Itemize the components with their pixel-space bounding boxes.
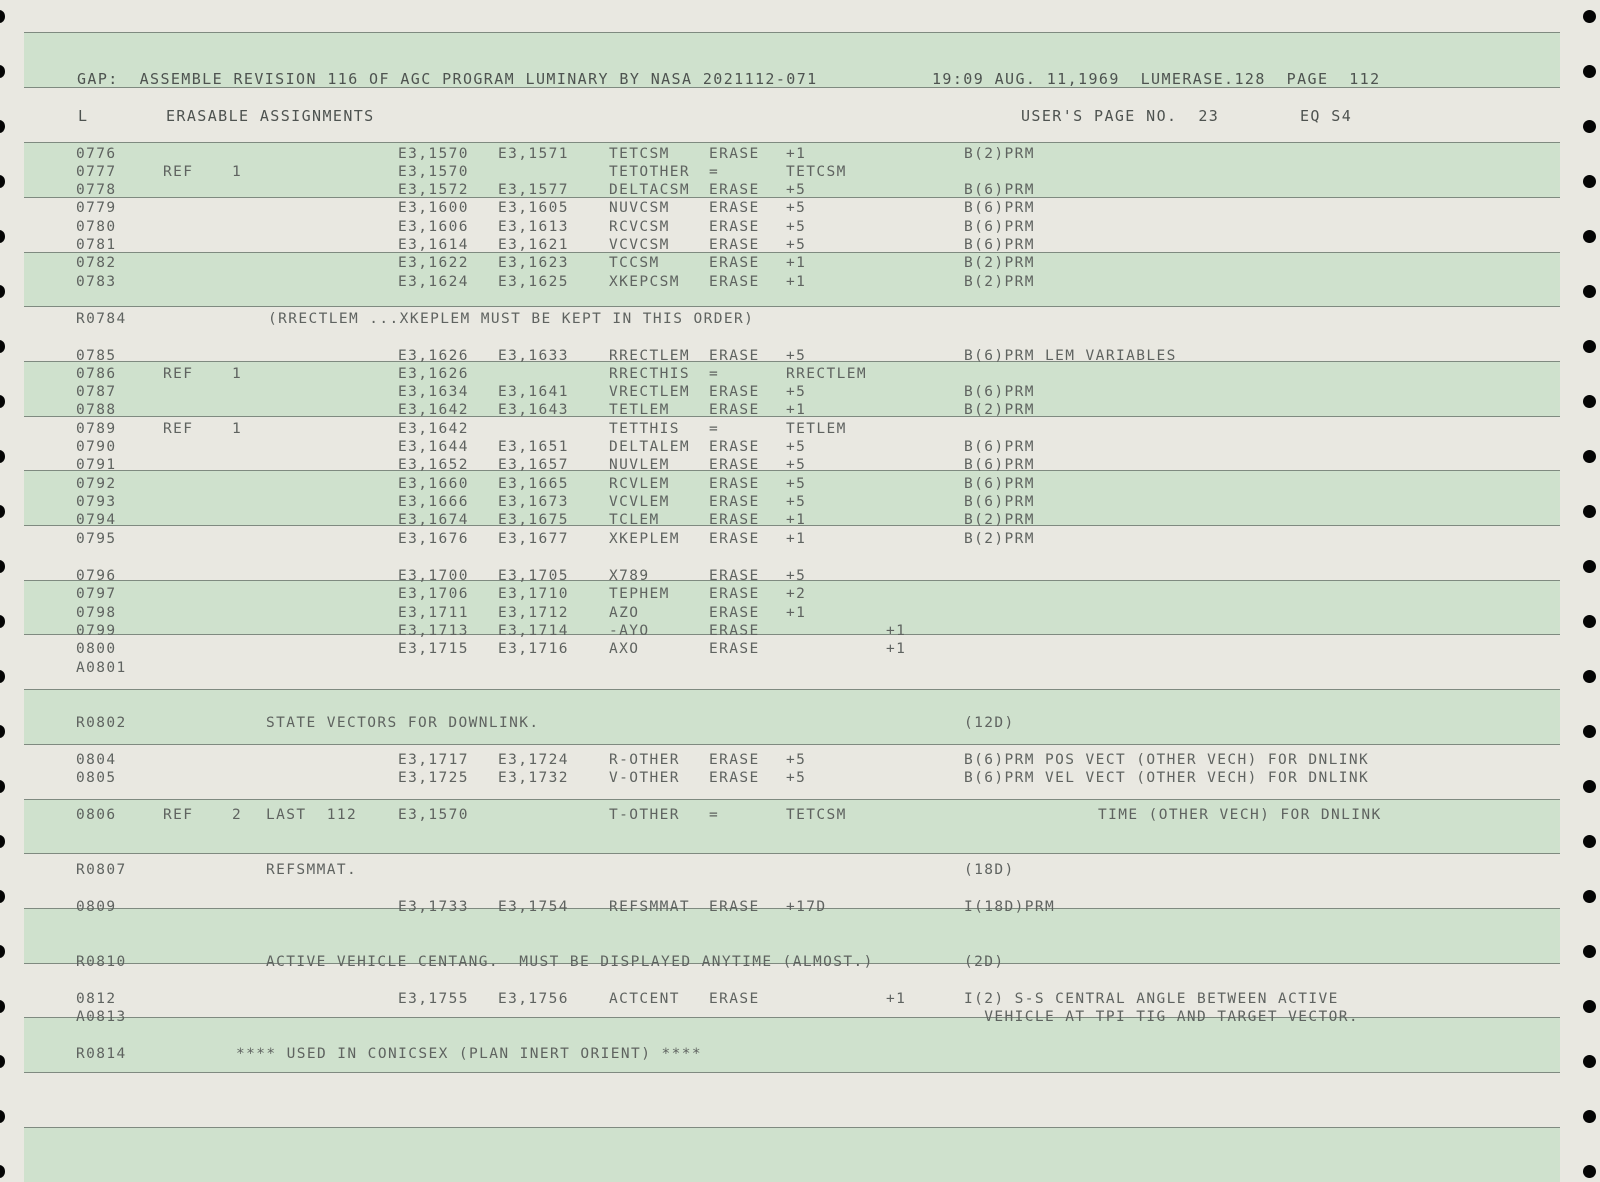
symbol: VCVCSM	[609, 237, 670, 253]
address-end: E3,1657	[498, 457, 569, 473]
operand-extra: +1	[886, 641, 907, 657]
green-band	[24, 689, 1560, 744]
line-number: 0777	[76, 164, 117, 180]
operand-extra: +1	[886, 623, 907, 639]
comment: B(2)PRM	[964, 146, 1035, 162]
address-end: E3,1673	[498, 494, 569, 510]
band-rule	[24, 634, 1560, 635]
band-rule	[24, 142, 1560, 143]
comment: B(2)PRM	[964, 402, 1035, 418]
address-end: E3,1625	[498, 274, 569, 290]
address-end: E3,1633	[498, 348, 569, 364]
directive: ERASE	[709, 531, 760, 547]
band-rule	[24, 1072, 1560, 1073]
feed-hole	[0, 230, 5, 243]
feed-hole	[0, 450, 5, 463]
operand: +5	[786, 384, 807, 400]
directive: ERASE	[709, 457, 760, 473]
address-start: E3,1706	[398, 586, 469, 602]
operand: +1	[786, 605, 807, 621]
address-start: E3,1666	[398, 494, 469, 510]
address-start: E3,1626	[398, 348, 469, 364]
comment: (12D)	[964, 715, 1015, 731]
feed-hole	[1583, 175, 1596, 188]
operand: +5	[786, 568, 807, 584]
comment: B(2)PRM	[964, 512, 1035, 528]
feed-hole	[1583, 450, 1596, 463]
symbol: TCLEM	[609, 512, 660, 528]
operand: +1	[786, 255, 807, 271]
symbol: TEPHEM	[609, 586, 670, 602]
ref-count: 2	[232, 807, 243, 823]
operand: +1	[786, 146, 807, 162]
address-end: E3,1754	[498, 899, 569, 915]
line-number: 0812	[76, 991, 117, 1007]
address-start: E3,1572	[398, 182, 469, 198]
comment: B(2)PRM	[964, 255, 1035, 271]
users-page-number: USER'S PAGE NO. 23	[1021, 107, 1220, 125]
feed-hole	[0, 285, 5, 298]
band-rule	[24, 799, 1560, 800]
directive: =	[709, 366, 720, 382]
feed-hole	[0, 1165, 5, 1178]
operand: +5	[786, 219, 807, 235]
directive: ERASE	[709, 991, 760, 1007]
address-end: E3,1716	[498, 641, 569, 657]
feed-hole	[0, 615, 5, 628]
directive: ERASE	[709, 182, 760, 198]
feed-hole	[1583, 505, 1596, 518]
right-comment: TIME (OTHER VECH) FOR DNLINK	[1098, 807, 1382, 823]
section-code: L	[78, 107, 89, 125]
feed-hole	[1583, 725, 1596, 738]
feed-hole	[1583, 120, 1596, 133]
green-band	[24, 1127, 1560, 1182]
remark-text: (RRECTLEM ...XKEPLEM MUST BE KEPT IN THIS ORDER)	[268, 311, 755, 327]
line-number: 0793	[76, 494, 117, 510]
symbol: DELTALEM	[609, 439, 691, 455]
operand: +5	[786, 476, 807, 492]
ref-count: 1	[232, 366, 243, 382]
directive: =	[709, 164, 720, 180]
address-start: E3,1700	[398, 568, 469, 584]
symbol: XKEPLEM	[609, 531, 680, 547]
line-number: A0801	[76, 660, 127, 676]
address-end: E3,1732	[498, 770, 569, 786]
symbol: RCVCSM	[609, 219, 670, 235]
feed-hole	[1583, 65, 1596, 78]
feed-hole	[1583, 1165, 1596, 1178]
operand: +1	[786, 274, 807, 290]
comment: B(2)PRM	[964, 274, 1035, 290]
operand: +5	[786, 200, 807, 216]
address-start: E3,1642	[398, 421, 469, 437]
address-start: E3,1713	[398, 623, 469, 639]
comment: (18D)	[964, 862, 1015, 878]
remark-text: **** USED IN CONICSEX (PLAN INERT ORIENT) ****	[236, 1046, 702, 1062]
comment: B(6)PRM	[964, 182, 1035, 198]
comment: B(6)PRM	[964, 439, 1035, 455]
address-start: E3,1711	[398, 605, 469, 621]
address-end: E3,1577	[498, 182, 569, 198]
address-end: E3,1623	[498, 255, 569, 271]
ref-count: 1	[232, 421, 243, 437]
feed-hole	[1583, 670, 1596, 683]
address-end: E3,1641	[498, 384, 569, 400]
operand: +2	[786, 586, 807, 602]
band-rule	[24, 1127, 1560, 1128]
remark-text: STATE VECTORS FOR DOWNLINK.	[266, 715, 540, 731]
directive: =	[709, 807, 720, 823]
line-number: 0788	[76, 402, 117, 418]
feed-hole	[1583, 1000, 1596, 1013]
address-end: E3,1675	[498, 512, 569, 528]
symbol: DELTACSM	[609, 182, 691, 198]
address-end: E3,1571	[498, 146, 569, 162]
line-number: 0794	[76, 512, 117, 528]
directive: ERASE	[709, 274, 760, 290]
symbol: RRECTLEM	[609, 348, 691, 364]
symbol: AXO	[609, 641, 640, 657]
address-start: E3,1600	[398, 200, 469, 216]
line-number: 0786	[76, 366, 117, 382]
line-number: 0783	[76, 274, 117, 290]
address-start: E3,1626	[398, 366, 469, 382]
line-number: 0791	[76, 457, 117, 473]
directive: ERASE	[709, 623, 760, 639]
feed-hole	[0, 890, 5, 903]
directive: ERASE	[709, 494, 760, 510]
feed-hole	[1583, 230, 1596, 243]
address-start: E3,1634	[398, 384, 469, 400]
address-start: E3,1570	[398, 146, 469, 162]
feed-hole	[0, 10, 5, 23]
directive: ERASE	[709, 146, 760, 162]
line-number: 0789	[76, 421, 117, 437]
comment: B(6)PRM POS VECT (OTHER VECH) FOR DNLINK	[964, 752, 1370, 768]
line-number: 0782	[76, 255, 117, 271]
line-number: 0781	[76, 237, 117, 253]
feed-hole	[0, 395, 5, 408]
symbol: TETOTHER	[609, 164, 691, 180]
comment: B(6)PRM	[964, 219, 1035, 235]
feed-hole	[0, 945, 5, 958]
address-end: E3,1714	[498, 623, 569, 639]
feed-hole	[1583, 835, 1596, 848]
operand: +1	[786, 512, 807, 528]
address-start: E3,1614	[398, 237, 469, 253]
directive: ERASE	[709, 641, 760, 657]
operand: TETLEM	[786, 421, 847, 437]
operand: +5	[786, 494, 807, 510]
symbol: -AYO	[609, 623, 650, 639]
operand: TETCSM	[786, 807, 847, 823]
line-number: 0796	[76, 568, 117, 584]
line-number: 0804	[76, 752, 117, 768]
symbol: TCCSM	[609, 255, 660, 271]
symbol: AZO	[609, 605, 640, 621]
address-start: E3,1642	[398, 402, 469, 418]
comment: I(2) S-S CENTRAL ANGLE BETWEEN ACTIVE	[964, 991, 1339, 1007]
line-number: 0800	[76, 641, 117, 657]
eq-label: EQ S4	[1300, 107, 1353, 125]
address-start: E3,1717	[398, 752, 469, 768]
line-number: R0814	[76, 1046, 127, 1062]
symbol: REFSMMAT	[609, 899, 691, 915]
address-start: E3,1570	[398, 164, 469, 180]
operand: +5	[786, 752, 807, 768]
line-number: 0805	[76, 770, 117, 786]
operand: +17D	[786, 899, 827, 915]
ref-count: 1	[232, 164, 243, 180]
band-rule	[24, 853, 1560, 854]
comment: B(6)PRM	[964, 384, 1035, 400]
comment: (2D)	[964, 954, 1005, 970]
feed-hole	[0, 780, 5, 793]
line-number: 0780	[76, 219, 117, 235]
address-end: E3,1712	[498, 605, 569, 621]
address-start: E3,1644	[398, 439, 469, 455]
feed-hole	[1583, 615, 1596, 628]
address-start: E3,1674	[398, 512, 469, 528]
address-start: E3,1660	[398, 476, 469, 492]
ref-label: REF	[163, 164, 194, 180]
directive: ERASE	[709, 770, 760, 786]
feed-hole	[0, 725, 5, 738]
directive: ERASE	[709, 348, 760, 364]
comment: B(2)PRM	[964, 531, 1035, 547]
symbol: T-OTHER	[609, 807, 680, 823]
feed-hole	[0, 560, 5, 573]
directive: ERASE	[709, 219, 760, 235]
directive: ERASE	[709, 402, 760, 418]
comment: I(18D)PRM	[964, 899, 1056, 915]
line-number: 0787	[76, 384, 117, 400]
ref-label: REF	[163, 421, 194, 437]
address-start: E3,1606	[398, 219, 469, 235]
line-number: 0790	[76, 439, 117, 455]
symbol: NUVCSM	[609, 200, 670, 216]
line-number: 0785	[76, 348, 117, 364]
operand-extra: +1	[886, 991, 907, 1007]
comment: B(6)PRM	[964, 200, 1035, 216]
address-start: E3,1715	[398, 641, 469, 657]
ref-label: REF	[163, 366, 194, 382]
address-end: E3,1613	[498, 219, 569, 235]
line-number: A0813	[76, 1009, 127, 1025]
symbol: RCVLEM	[609, 476, 670, 492]
directive: ERASE	[709, 512, 760, 528]
address-start: E3,1725	[398, 770, 469, 786]
header-date-page: 19:09 AUG. 11,1969 LUMERASE.128 PAGE 112	[932, 70, 1381, 88]
feed-hole	[1583, 285, 1596, 298]
address-end: E3,1705	[498, 568, 569, 584]
line-number: 0778	[76, 182, 117, 198]
feed-hole	[0, 1055, 5, 1068]
feed-hole	[1583, 780, 1596, 793]
operand: +1	[786, 402, 807, 418]
feed-hole	[1583, 10, 1596, 23]
comment: B(6)PRM LEM VARIABLES	[964, 348, 1177, 364]
feed-hole	[0, 835, 5, 848]
symbol: NUVLEM	[609, 457, 670, 473]
address-end: E3,1710	[498, 586, 569, 602]
feed-hole	[0, 340, 5, 353]
line-number: 0795	[76, 531, 117, 547]
operand: +5	[786, 348, 807, 364]
remark-text: ACTIVE VEHICLE CENTANG. MUST BE DISPLAYED ANYTIME (ALMOST.)	[266, 954, 874, 970]
symbol: X789	[609, 568, 650, 584]
directive: ERASE	[709, 237, 760, 253]
directive: =	[709, 421, 720, 437]
directive: ERASE	[709, 568, 760, 584]
operand: +5	[786, 457, 807, 473]
feed-hole	[0, 1110, 5, 1123]
address-end: E3,1643	[498, 402, 569, 418]
symbol: TETTHIS	[609, 421, 680, 437]
address-start: E3,1570	[398, 807, 469, 823]
line-number: R0802	[76, 715, 127, 731]
address-end: E3,1665	[498, 476, 569, 492]
operand: +5	[786, 439, 807, 455]
line-number: 0798	[76, 605, 117, 621]
address-start: E3,1652	[398, 457, 469, 473]
line-number: R0810	[76, 954, 127, 970]
feed-hole	[1583, 340, 1596, 353]
feed-hole	[1583, 1110, 1596, 1123]
feed-hole	[1583, 395, 1596, 408]
feed-hole	[0, 670, 5, 683]
feed-hole	[1583, 560, 1596, 573]
feed-hole	[1583, 1055, 1596, 1068]
line-number: 0809	[76, 899, 117, 915]
operand: +5	[786, 237, 807, 253]
band-rule	[24, 689, 1560, 690]
address-end: E3,1651	[498, 439, 569, 455]
operand: RRECTLEM	[786, 366, 868, 382]
ref-label: REF	[163, 807, 194, 823]
symbol: ACTCENT	[609, 991, 680, 1007]
address-start: E3,1676	[398, 531, 469, 547]
feed-hole	[1583, 945, 1596, 958]
line-number: 0792	[76, 476, 117, 492]
directive: ERASE	[709, 586, 760, 602]
symbol: RRECTHIS	[609, 366, 691, 382]
directive: ERASE	[709, 899, 760, 915]
directive: ERASE	[709, 384, 760, 400]
operand: TETCSM	[786, 164, 847, 180]
symbol: TETCSM	[609, 146, 670, 162]
directive: ERASE	[709, 200, 760, 216]
symbol: R-OTHER	[609, 752, 680, 768]
header-title: GAP: ASSEMBLE REVISION 116 OF AGC PROGRAM LUMINARY BY NASA 2021112-071	[77, 70, 818, 88]
line-number: 0779	[76, 200, 117, 216]
directive: ERASE	[709, 255, 760, 271]
band-rule	[24, 32, 1560, 33]
line-number: R0807	[76, 862, 127, 878]
feed-hole	[1583, 890, 1596, 903]
page-header	[0, 70, 1381, 88]
remark-text: REFSMMAT.	[266, 862, 358, 878]
remark-text: LAST 112	[266, 807, 358, 823]
operand: +5	[786, 182, 807, 198]
symbol: VCVLEM	[609, 494, 670, 510]
comment: B(6)PRM VEL VECT (OTHER VECH) FOR DNLINK	[964, 770, 1370, 786]
operand: +1	[786, 531, 807, 547]
band-rule	[24, 744, 1560, 745]
address-start: E3,1733	[398, 899, 469, 915]
line-number: R0784	[76, 311, 127, 327]
section-header	[0, 107, 1353, 125]
comment: B(6)PRM	[964, 457, 1035, 473]
address-start: E3,1622	[398, 255, 469, 271]
feed-hole	[0, 505, 5, 518]
address-start: E3,1624	[398, 274, 469, 290]
directive: ERASE	[709, 476, 760, 492]
symbol: VRECTLEM	[609, 384, 691, 400]
operand: +5	[786, 770, 807, 786]
section-title: ERASABLE ASSIGNMENTS	[166, 107, 375, 125]
address-end: E3,1677	[498, 531, 569, 547]
address-end: E3,1756	[498, 991, 569, 1007]
comment: B(6)PRM	[964, 494, 1035, 510]
address-end: E3,1724	[498, 752, 569, 768]
band-rule	[24, 306, 1560, 307]
comment: VEHICLE AT TPI TIG AND TARGET VECTOR.	[964, 1009, 1360, 1025]
line-number: 0776	[76, 146, 117, 162]
symbol: V-OTHER	[609, 770, 680, 786]
address-end: E3,1621	[498, 237, 569, 253]
symbol: XKEPCSM	[609, 274, 680, 290]
feed-hole	[0, 1000, 5, 1013]
address-start: E3,1755	[398, 991, 469, 1007]
directive: ERASE	[709, 605, 760, 621]
address-end: E3,1605	[498, 200, 569, 216]
line-number: 0806	[76, 807, 117, 823]
directive: ERASE	[709, 752, 760, 768]
symbol: TETLEM	[609, 402, 670, 418]
comment: B(6)PRM	[964, 476, 1035, 492]
line-number: 0797	[76, 586, 117, 602]
comment: B(6)PRM	[964, 237, 1035, 253]
directive: ERASE	[709, 439, 760, 455]
line-number: 0799	[76, 623, 117, 639]
